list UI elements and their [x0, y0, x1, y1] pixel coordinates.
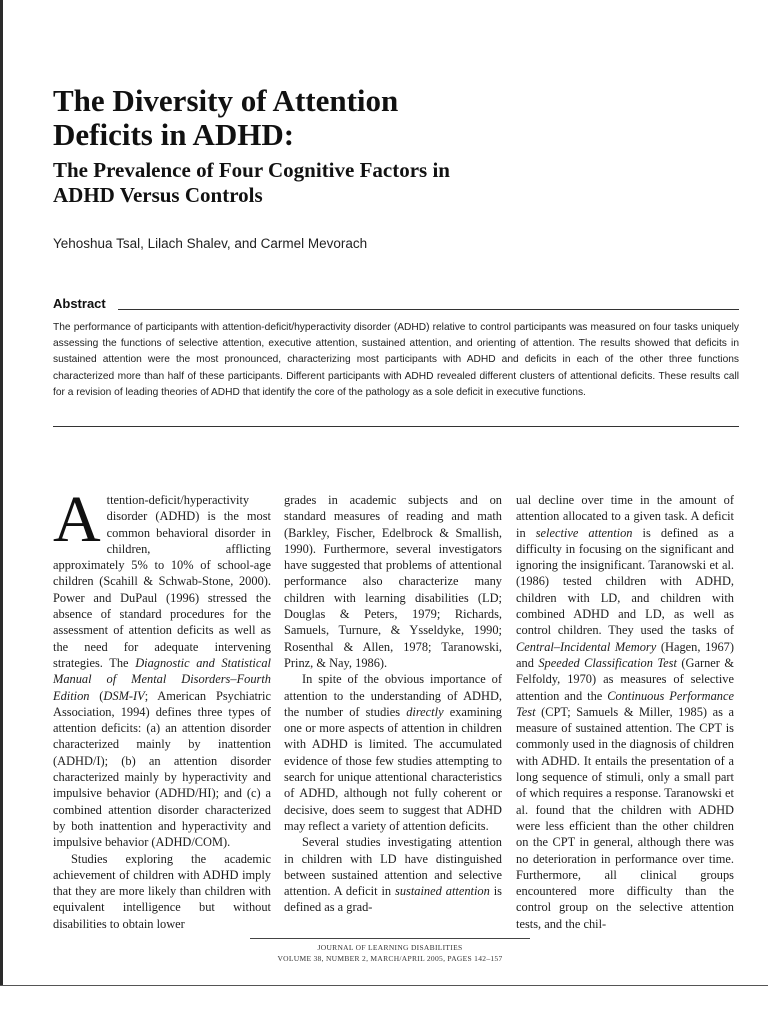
abstract-end-rule [53, 426, 739, 427]
text-run: ( [89, 688, 104, 703]
author-list: Yehoshua Tsal, Lilach Shalev, and Carmel Mevorach [53, 236, 368, 251]
abstract-text: The performance of participants with attention-deficit/hyperactivity disorder (ADHD) relative to control participants was measured on four tasks uniquely assessing the functions of selective attention, executive attention, sustained attention, and orienting of attention. The results showed that deficits in sustained attention were the most pronounced, characterizing most participants with ADHD and deficits in each of the other three functions characterized more than half of these participants. Different participants with ADHD revealed different clusters of attentional deficits. These results call for a revision of leading theories of ADHD that identify the core of the pathology as a sole deficit in executive functions. [53, 322, 739, 398]
text-run: examining one or more aspects of attention in children with ADHD is limited. The accumulated evidence of those few studies attempting to search for unique attentional characteristics of ADHD, although not fully coherent or decisive, does seem to suggest that ADHD may reflect a variety of attention deficits. [284, 704, 502, 833]
text-run: is defined as a difficulty in focusing on the significant and ignoring the insignificant. Taranowski et al. (1986) tested children with ADHD, children with LD, and children with combined ADHD and LD, as well as control children. They used the tasks of [516, 525, 734, 638]
paragraph: grades in academic subjects and on standard measures of reading and math (Barkley, Fischer, Edelbrock & Smallish, 1990). Furthermore, several investigators have suggested that problems of attentional performance also characterize many children with learning disabilities (LD; Douglas & Peters, 1979; Richards, Samuels, Turnure, & Ysseldyke, 1990; Rosenthal & Allen, 1978; Taranowski, Prinz, & Nay, 1986). [284, 493, 502, 670]
italic-run: Speeded Classification Test [538, 655, 677, 670]
article-subtitle [53, 158, 743, 208]
article-header [53, 84, 743, 208]
body-column-1 [53, 483, 271, 931]
italic-run: DSM-IV [103, 688, 145, 703]
text-run: (CPT; Samuels & Miller, 1985) as a measure of sustained attention. The CPT is commonly used in the diagnosis of children with ADHD. It entails the presentation of a long sequence of stimuli, only a small part of which requires a response. Taranowski et al. found that the children with ADHD were less efficient than the other children on the CPT in general, although there was no deterioration in performance over time. Furthermore, all clinical groups encountered more difficulty than the control group on the selective attention tests, and the chil- [516, 704, 734, 931]
title-line-2: Deficits in ADHD: [53, 117, 295, 152]
journal-name: JOURNAL OF LEARNING DISABILITIES [317, 943, 463, 952]
text-run: (Garner & Felfoldy, 1970) as measures of selective attention and the [516, 655, 734, 703]
italic-run: sustained attention [395, 884, 490, 899]
title-line-1: The Diversity of Attention [53, 83, 399, 118]
abstract-label: Abstract [53, 296, 106, 311]
body-column-3 [516, 492, 734, 931]
abstract-heading [53, 296, 739, 316]
italic-run: Diagnostic and Statistical Manual of Mental Disorders–Fourth Edition [53, 655, 271, 703]
text-run: In spite of the obvious importance of attention to the understanding of ADHD, the number of studies [284, 672, 502, 719]
italic-run: selective attention [535, 525, 633, 540]
journal-footer [250, 938, 530, 964]
text-run: ttention-deficit/hyperactivity disorder (ADHD) is the most common behavioral disorder in children, afflicting approximately 5% to 10% of school-age children (Scahill & Schwab-Stone, 2000). Power and DuPaul (1996) stressed the absence of standard procedures for the assessment of attention deficits as well as the need for adequate intervening strategies. The [53, 493, 271, 670]
paragraph [284, 834, 502, 915]
paragraph [516, 492, 734, 932]
italic-run: directly [406, 704, 444, 719]
paragraph: Studies exploring the academic achievement of children with ADHD imply that they are more likely than children with equivalent intelligence but without disabilities to obtain lower [53, 851, 271, 931]
paragraph [284, 671, 502, 834]
text-run: (Hagen, 1967) and [516, 639, 734, 670]
text-run: ; American Psychiatric Association, 1994) defines three types of attention deficits: (a) an attention disorder characterized mainly by inattention (ADHD/I); (b) an attention disorder characterized mainly by hyperactivity and impulsive behavior (ADHD/HI); and (c) a combined attention disorder characterized by both inattention and hyperactivity and impulsive behavior (ADHD/COM). [53, 688, 271, 850]
subtitle-line-1: The Prevalence of Four Cognitive Factors in [53, 158, 450, 182]
drop-cap: A [53, 483, 101, 556]
left-margin-rule [0, 0, 3, 985]
body-column-2 [284, 492, 502, 922]
journal-volume: VOLUME 38, NUMBER 2, MARCH/APRIL 2005, PAGES 142–157 [277, 954, 503, 963]
text-run: is defined as a grad- [284, 884, 502, 915]
subtitle-line-2: ADHD Versus Controls [53, 183, 263, 207]
abstract-heading-rule [118, 309, 739, 310]
footer-rule [250, 938, 530, 939]
italic-run: Continuous Performance Test [516, 688, 734, 719]
text-run: Several studies investigating attention in children with LD have distinguished between sustained attention and selective attention. A deficit in [284, 835, 502, 899]
page-bottom-rule [0, 985, 768, 986]
paragraph [53, 483, 271, 851]
italic-run: Central–Incidental Memory [516, 639, 657, 654]
text-run: ual decline over time in the amount of attention allocated to a given task. A deficit in [516, 493, 734, 540]
article-title [53, 84, 743, 152]
